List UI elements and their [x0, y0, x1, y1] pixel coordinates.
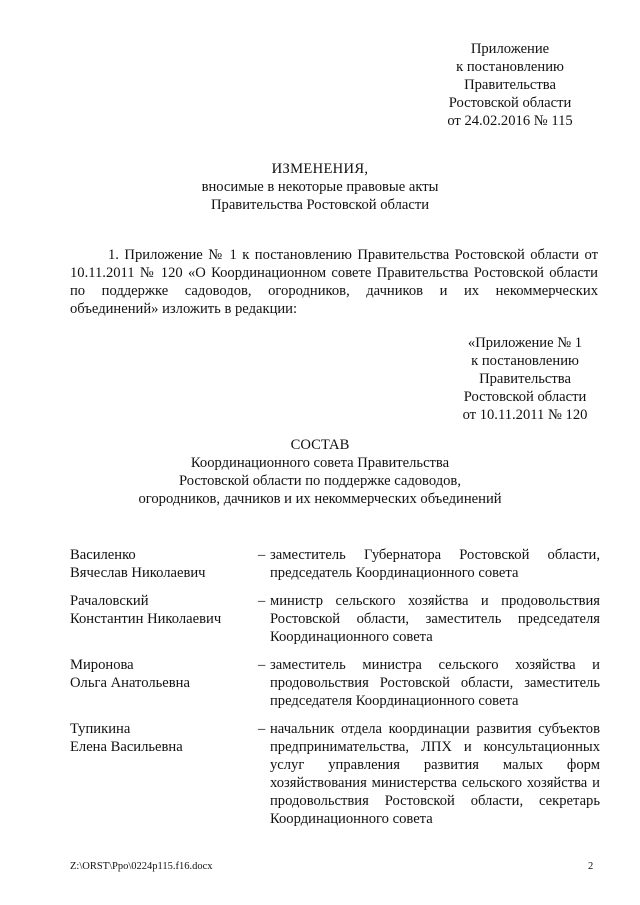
member-name	[70, 720, 258, 828]
member-name	[70, 592, 258, 646]
member-surname: Миронова	[70, 657, 134, 673]
member-row	[70, 546, 600, 582]
appendix-line: Ростовской области	[463, 389, 587, 405]
approval-line: Приложение	[470, 41, 550, 57]
composition-subtitle-line: огородников, дачников и их некоммерческих объединений	[138, 491, 502, 507]
changes-subtitle-line: вносимые в некоторые правовые акты	[201, 179, 439, 195]
member-role: начальник отдела координации развития субъектов предпринимательства, ЛПХ и консультационных услуг управления развития малых форм хозяйствования министерства сельского хозяйства и продовольствия Ростовской области, секретарь Координационного совета	[270, 721, 600, 827]
member-dash: –	[258, 547, 266, 563]
footer-file-path: Z:\ORST\Ppo\0224p115.f16.docx	[70, 861, 213, 872]
member-surname: Тупикина	[70, 721, 131, 737]
appendix-line: Правительства	[479, 371, 571, 387]
appendix-line: от 10.11.2011 № 120	[462, 407, 588, 423]
member-role: заместитель Губернатора Ростовской области, председатель Координационного совета	[270, 547, 600, 581]
member-surname: Рачаловский	[70, 593, 149, 609]
members-list	[70, 546, 600, 838]
changes-heading	[40, 160, 600, 214]
approval-line: к постановлению	[456, 59, 564, 75]
approval-line: Правительства	[464, 77, 556, 93]
composition-subtitle-line: Ростовской области по поддержке садоводов,	[179, 473, 461, 489]
member-surname: Василенко	[70, 547, 136, 563]
member-given-name: Вячеслав Николаевич	[70, 565, 206, 581]
approval-line: Ростовской области	[448, 95, 572, 111]
changes-subtitle-line: Правительства Ростовской области	[210, 197, 430, 213]
paragraph-1: 1. Приложение № 1 к постановлению Правительства Ростовской области от 10.11.2011 № 120 «О Координационном совете Правительства Ростовской области по поддержке садоводов, огородников, дачников и их некоммерческих объединений» изложить в редакции:	[70, 247, 598, 317]
composition-title: СОСТАВ	[290, 437, 350, 453]
member-dash: –	[258, 593, 266, 609]
appendix-line: к постановлению	[471, 353, 579, 369]
appendix-line: «Приложение № 1	[467, 335, 583, 351]
page-number: 2	[588, 861, 594, 872]
member-row	[70, 720, 600, 828]
member-dash: –	[258, 657, 266, 673]
member-given-name: Константин Николаевич	[70, 611, 222, 627]
member-given-name: Елена Васильевна	[70, 739, 183, 755]
member-name	[70, 656, 258, 710]
member-given-name: Ольга Анатольевна	[70, 675, 190, 691]
composition-subtitle-line: Координационного совета Правительства	[190, 455, 450, 471]
member-row	[70, 656, 600, 710]
member-role: министр сельского хозяйства и продовольствия Ростовской области, заместитель председателя Координационного совета	[270, 593, 600, 645]
member-role: заместитель министра сельского хозяйства и продовольствия Ростовской области, заместитель председателя Координационного совета	[270, 657, 600, 709]
composition-heading	[40, 436, 600, 508]
approval-line: от 24.02.2016 № 115	[447, 113, 573, 129]
member-dash: –	[258, 721, 266, 737]
approval-block	[400, 40, 620, 130]
member-name	[70, 546, 258, 582]
appendix-block	[435, 334, 615, 424]
member-row	[70, 592, 600, 646]
changes-title: ИЗМЕНЕНИЯ,	[271, 161, 369, 177]
